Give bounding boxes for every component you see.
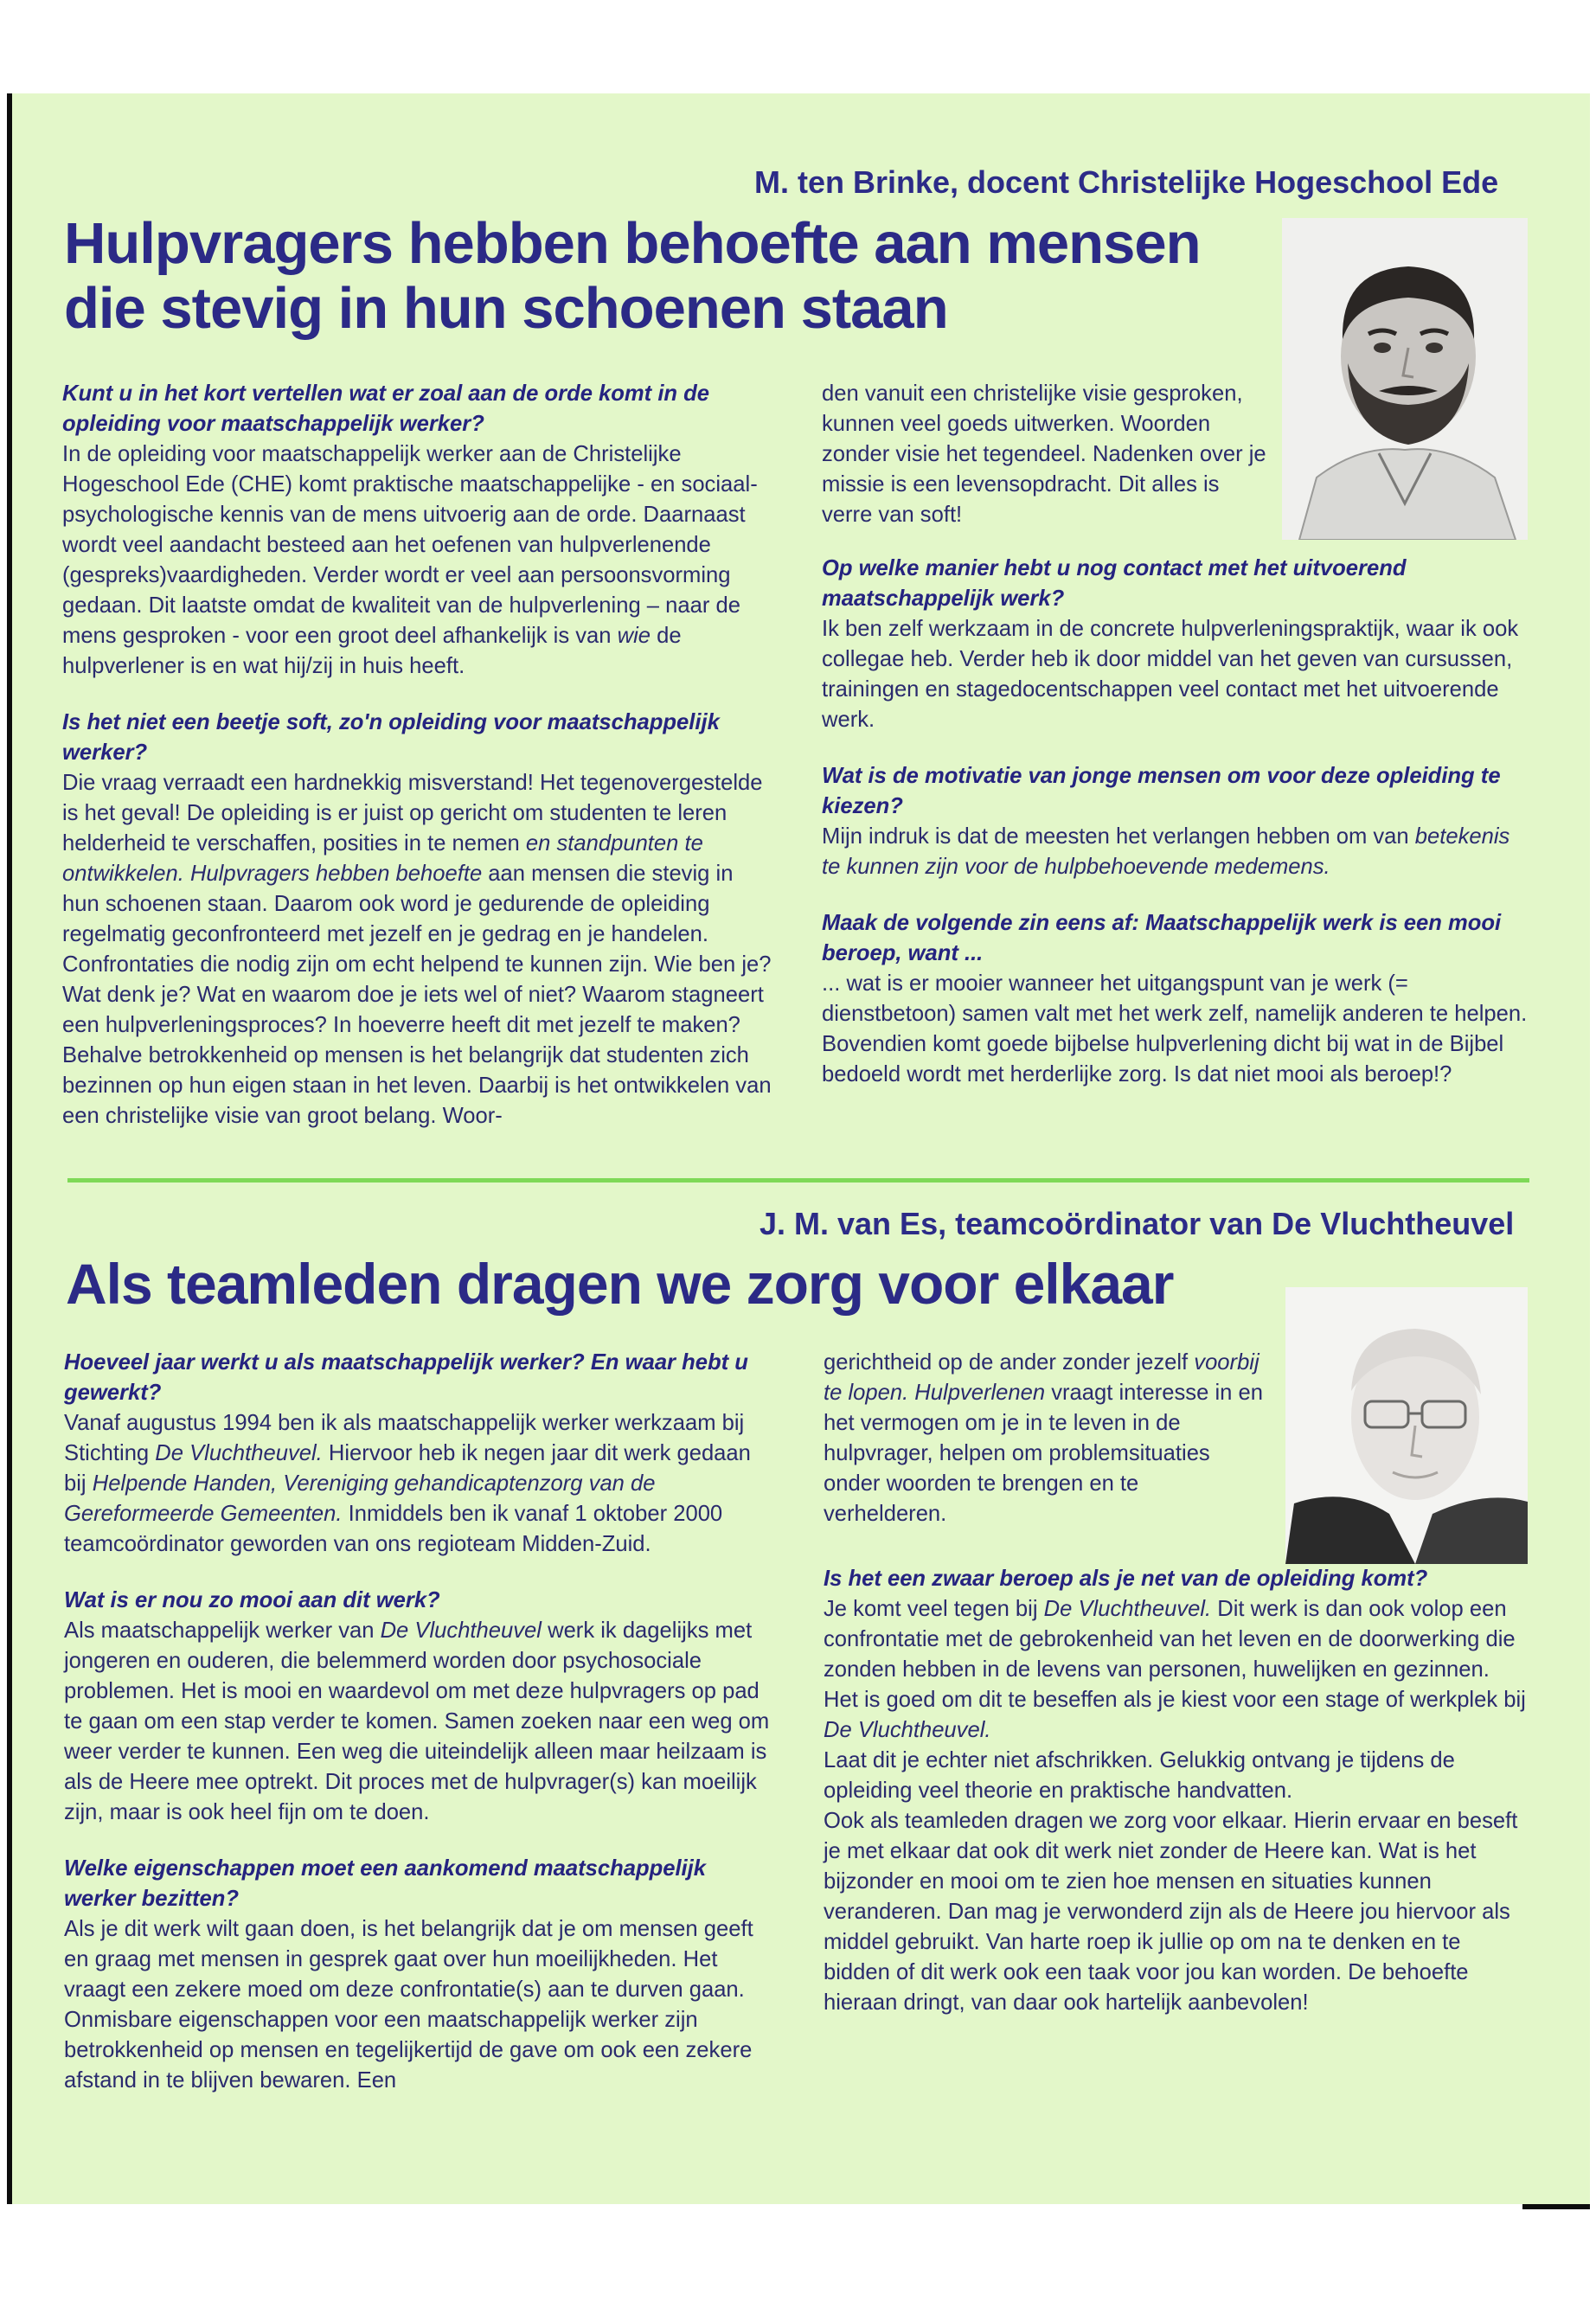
answer-emphasis: en standpunten te ontwikkelen. Hulpvragers hebben behoefte	[62, 831, 703, 886]
portrait-bearded-man	[1282, 218, 1528, 540]
question: Kunt u in het kort vertellen wat er zoal aan de orde komt in de opleiding voor maatschappelijk werker?	[62, 381, 710, 436]
answer-paragraph	[64, 1616, 773, 1828]
portrait-photo-van-es	[1285, 1287, 1528, 1564]
article2-left-column	[64, 1348, 773, 2096]
answer-text: Mijn indruk is dat de meesten het verlangen hebben om van	[822, 824, 1415, 849]
question: Hoeveel jaar werkt u als maatschappelijk werker? En waar hebt u gewerkt?	[64, 1350, 748, 1405]
answer-paragraph: Ik ben zelf werkzaam in de concrete hulpverleningspraktijk, waar ik ook collegae heb. Verder heb ik door middel van het geven van cursussen, trainingen en stagedocentschappen veel contact met het uitvoerende werk.	[822, 617, 1519, 732]
answer-paragraph	[824, 1685, 1533, 1746]
question: Maak de volgende zin eens af: Maatschappelijk werk is een mooi beroep, want ...	[822, 911, 1502, 965]
answer-text: Het is goed om dit te beseffen als je kiest voor een stage of werkplek bij	[824, 1688, 1526, 1712]
answer-text: aan mensen die stevig in hun schoenen staan. Daarom ook word je gedurende de opleiding regelmatig geconfronteerd met jezelf en je gedrag en je handelen. Confrontaties die nodig zijn om echt helpend te kunnen zijn. Wie ben je? Wat denk je? Wat en waarom doe je iets wel of niet? Waarom stagneert een hulpverleningsproces? In hoeverre heeft dit met jezelf te maken?	[62, 862, 772, 1037]
crop-mark-top-left	[7, 93, 12, 154]
question: Wat is de motivatie van jonge mensen om voor deze opleiding te kiezen?	[822, 764, 1501, 818]
answer-paragraph: Behalve betrokkenheid op mensen is het belangrijk dat studenten zich bezinnen op hun eigen staan in het leven. Daarbij is het ontwikkelen van een christelijke visie van groot belang. Woor-	[62, 1043, 772, 1128]
answer-text: werk ik dagelijks met jongeren en ouderen, die belemmerd worden door psychosociale problemen. Het is mooi en waardevol om met deze hulpvragers op pad te gaan om een stap verder te komen. Samen zoeken naar een weg om weer verder te kunnen. Een weg die uiteindelijk alleen maar heilzaam is als de Heere mee optrekt. Dit proces met de hulpvrager(s) kan moeilijk zijn, maar is ook heel fijn om te doen.	[64, 1618, 770, 1824]
answer-text: gerichtheid op de ander zonder jezelf	[824, 1350, 1195, 1375]
crop-mark-bottom-right	[1522, 2204, 1590, 2209]
section-divider	[67, 1178, 1529, 1183]
article2-headline: Als teamleden dragen we zorg voor elkaar	[66, 1252, 1174, 1316]
answer-paragraph	[824, 1348, 1266, 1529]
portrait-photo-ten-brinke	[1282, 218, 1528, 540]
answer-paragraph: ... wat is er mooier wanneer het uitgangspunt van je werk (= dienstbetoon) samen valt met het werk zelf, namelijk anderen te helpen. Bovendien komt goede bijbelse hulpverlening dicht bij wat in de Bijbel bedoeld wordt met herderlijke zorg. Is dat niet mooi als beroep!?	[822, 971, 1528, 1086]
answer-emphasis: De Vluchtheuvel	[380, 1618, 542, 1643]
article2-right-column	[824, 1564, 1533, 2018]
answer-emphasis: wie	[617, 624, 651, 648]
answer-text: In de opleiding voor maatschappelijk werker aan de Christelijke Hogeschool Ede (CHE) komt praktische maatschappelijke - en sociaal-psychologische kennis van de mens uitvoerig aan de orde. Daarnaast wordt veel aandacht besteed aan het oefenen van hulpverlenende (gespreks)vaardigheden. Verder wordt er veel aan persoonsvorming gedaan. Dit laatste omdat de kwaliteit van de hulpverlening – naar de mens gesproken - voor een groot deel afhankelijk is van	[62, 442, 758, 648]
answer-paragraph: Als je dit werk wilt gaan doen, is het belangrijk dat je om mensen geeft en graag met mensen in gesprek gaat over hun moeilijkheden. Het vraagt een zekere moed om deze confrontatie(s) aan te durven gaan. Onmisbare eigenschappen voor een maatschappelijk werker zijn betrokkenheid op mensen en tegelijkertijd de gave om ook een zekere afstand in te blijven bewaren. Een	[64, 1917, 753, 2093]
question: Op welke manier hebt u nog contact met het uitvoerend maatschappelijk werk?	[822, 556, 1407, 611]
answer-paragraph	[64, 1408, 773, 1560]
answer-emphasis: De Vluchtheuvel.	[155, 1441, 323, 1465]
answer-emphasis: Helpende Handen, Vereniging gehandicaptenzorg van de Gereformeerde Gemeenten.	[64, 1471, 656, 1526]
answer-text: de hulpverlener is en wat hij/zij in huis heeft.	[62, 624, 682, 678]
answer-text: vraagt interesse in en het vermogen om je in te leven in de hulpvrager, helpen om problemsituaties onder woorden te brengen en te verhelderen.	[824, 1381, 1263, 1526]
answer-text: Hiervoor heb ik negen jaar dit werk gedaan bij	[64, 1441, 751, 1496]
answer-paragraph: Laat dit je echter niet afschrikken. Gelukkig ontvang je tijdens de opleiding veel theorie en praktische handvatten.	[824, 1748, 1455, 1803]
answer-emphasis: betekenis te kunnen zijn voor de hulpbehoevende medemens.	[822, 824, 1510, 879]
article2-byline: J. M. van Es, teamcoördinator van De Vluchtheuvel	[760, 1206, 1515, 1241]
answer-paragraph	[62, 768, 772, 1041]
article1-right-column-top	[822, 379, 1272, 530]
question: Is het een zwaar beroep als je net van de opleiding komt?	[824, 1567, 1428, 1591]
article1-headline-line2: die stevig in hun schoenen staan	[64, 276, 948, 342]
answer-emphasis: voorbij te lopen. Hulpverlenen	[824, 1350, 1259, 1405]
answer-paragraph: Ook als teamleden dragen we zorg voor elkaar. Hierin ervaar en beseft je met elkaar dat ook dit werk niet zonder de Heere kan. Wat is het bijzonder en mooi om te zien hoe mensen en situaties kunnen veranderen. Dan mag je verwonderd zijn als de Heere jou hiervoor als middel gebruikt. Van harte roep ik jullie op om na te denken en te bidden of dit werk ook een taak voor jou kan worden. De behoefte hieraan dringt, van daar ook hartelijk aanbevolen!	[824, 1809, 1518, 2015]
answer-paragraph: den vanuit een christelijke visie gesproken, kunnen veel goeds uitwerken. Woorden zonder visie het tegendeel. Nadenken over je missie is een levensopdracht. Dit alles is verre van soft!	[822, 381, 1266, 527]
answer-text: Dit werk is dan ook volop een confrontatie met de gebrokenheid van het leven en de doorwerking die zonden hebben in de levens van personen, huwelijken en gezinnen.	[824, 1597, 1516, 1682]
answer-text: Vanaf augustus 1994 ben ik als maatschappelijk werker werkzaam bij Stichting	[64, 1411, 745, 1465]
answer-paragraph	[822, 822, 1531, 882]
answer-text: Als maatschappelijk werker van	[64, 1618, 381, 1643]
answer-text: Je komt veel tegen bij	[824, 1597, 1044, 1621]
answer-paragraph	[62, 439, 772, 682]
article1-left-column	[62, 379, 772, 1131]
article1-headline	[64, 211, 1201, 341]
portrait-man-with-glasses	[1285, 1287, 1528, 1564]
question: Wat is er nou zo mooi aan dit werk?	[64, 1588, 440, 1612]
answer-text: Die vraag verraadt een hardnekkig misverstand! Het tegenovergestelde is het geval! De opleiding is er juist op gericht om studenten te leren helderheid te verschaffen, posities in te nemen	[62, 771, 763, 856]
article1-byline: M. ten Brinke, docent Christelijke Hogeschool Ede	[754, 164, 1499, 200]
answer-paragraph	[824, 1594, 1533, 1685]
question: Is het niet een beetje soft, zo'n opleiding voor maatschappelijk werker?	[62, 710, 720, 765]
article1-headline-line1: Hulpvragers hebben behoefte aan mensen	[64, 211, 1201, 276]
answer-text: Inmiddels ben ik vanaf 1 oktober 2000 teamcoördinator geworden van ons regioteam Midden-Zuid.	[64, 1502, 723, 1556]
article2-right-column-top	[824, 1348, 1266, 1529]
answer-emphasis: De Vluchtheuvel.	[1043, 1597, 1212, 1621]
answer-emphasis: De Vluchtheuvel.	[824, 1718, 991, 1742]
article1-right-column	[822, 554, 1531, 1090]
question: Welke eigenschappen moet een aankomend maatschappelijk werker bezitten?	[64, 1856, 707, 1911]
